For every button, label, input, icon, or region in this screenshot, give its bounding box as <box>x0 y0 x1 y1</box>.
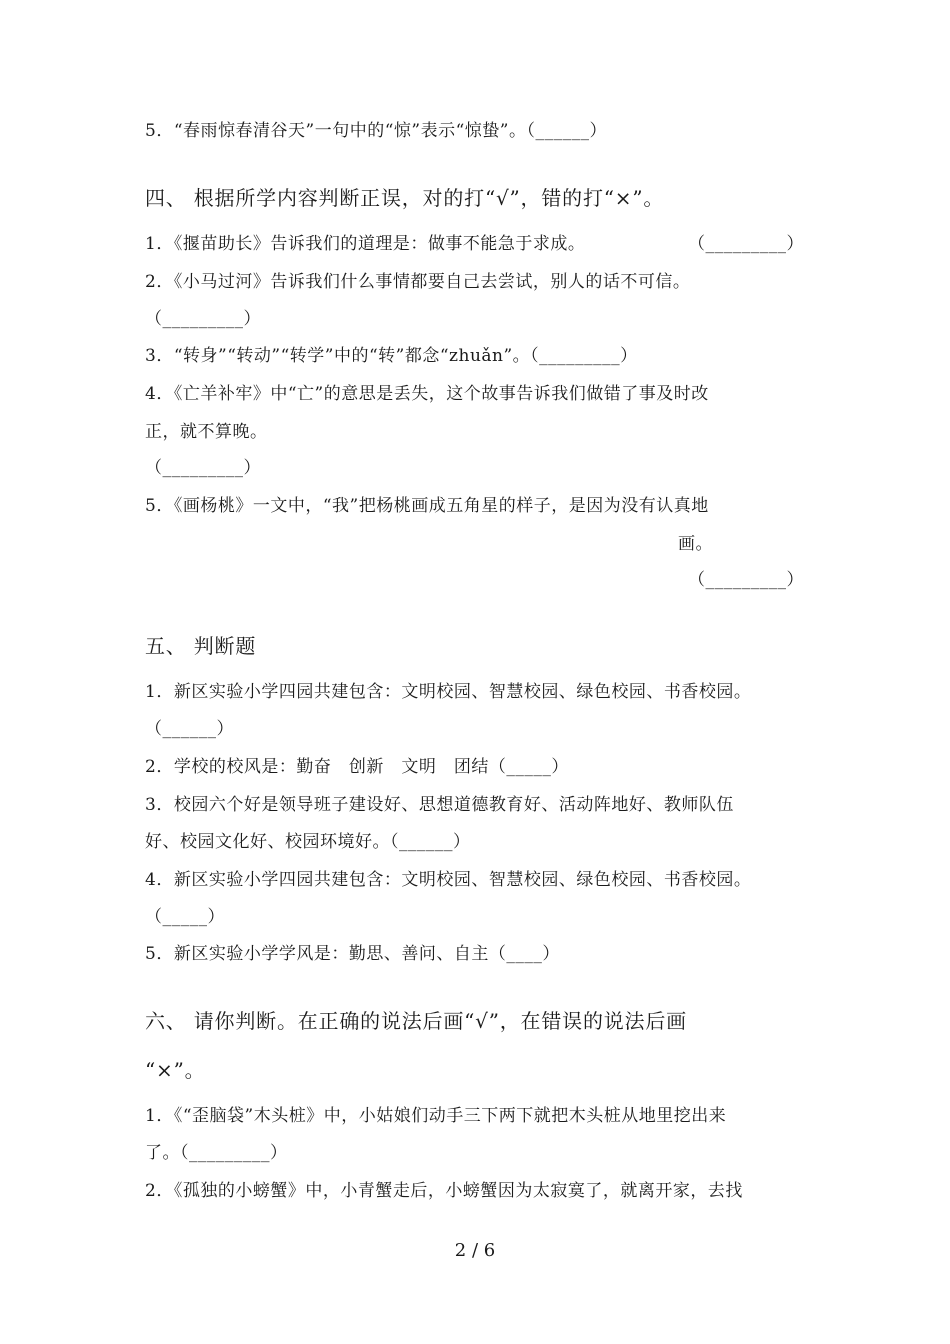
question-line: 3．校园六个好是领导班子建设好、思想道德教育好、活动阵地好、教师队伍 <box>145 795 734 815</box>
question-line: 2．学校的校风是：勤奋 创新 文明 团结（_____） <box>145 757 569 777</box>
question-line: 2．《孤独的小螃蟹》中，小青蟹走后，小螃蟹因为太寂寞了，就离开家，去找 <box>145 1181 743 1201</box>
question-line: 5．“春雨惊春清谷天”一句中的“惊”表示“惊蛰”。（______） <box>145 121 607 141</box>
question-line: 正，就不算晚。 <box>145 422 268 442</box>
question-line: 5．《画杨桃》一文中，“我”把杨桃画成五角星的样子，是因为没有认真地 <box>145 496 709 516</box>
section-heading: “×”。 <box>145 1058 206 1082</box>
section-heading: 五、 判断题 <box>145 634 257 658</box>
answer-blank: （_________） <box>688 570 804 590</box>
question-line: 1．《“歪脑袋”木头桩》中，小姑娘们动手三下两下就把木头桩从地里挖出来 <box>145 1106 727 1126</box>
question-line: 5．新区实验小学学风是：勤思、善问、自主（____） <box>145 944 560 964</box>
question-line: 了。（_________） <box>145 1143 288 1163</box>
answer-blank: （_____） <box>145 907 225 927</box>
answer-blank: （_________） <box>688 234 804 254</box>
question-line: 2．《小马过河》告诉我们什么事情都要自己去尝试，别人的话不可信。 <box>145 272 691 292</box>
question-line: 3．“转身”“转动”“转学”中的“转”都念“zhuǎn”。（_________） <box>145 346 638 366</box>
question-line: 4．新区实验小学四园共建包含：文明校园、智慧校园、绿色校园、书香校园。 <box>145 870 752 890</box>
question-line: 好、校园文化好、校园环境好。（______） <box>145 832 471 852</box>
answer-blank: （_________） <box>145 309 261 329</box>
question-line: 4．《亡羊补牢》中“亡”的意思是丢失，这个故事告诉我们做错了事及时改 <box>145 384 709 404</box>
page-number: 2 / 6 <box>454 1240 496 1261</box>
answer-blank: （______） <box>145 719 234 739</box>
question-line: 1．《揠苗助长》告诉我们的道理是：做事不能急于求成。 <box>145 234 586 254</box>
section-heading: 四、 根据所学内容判断正误，对的打“√”，错的打“×”。 <box>145 186 665 210</box>
section-heading: 六、 请你判断。在正确的说法后画“√”，在错误的说法后画 <box>145 1009 687 1033</box>
question-line: 画。 <box>678 534 713 554</box>
question-line: 1．新区实验小学四园共建包含：文明校园、智慧校园、绿色校园、书香校园。 <box>145 682 752 702</box>
answer-blank: （_________） <box>145 458 261 478</box>
